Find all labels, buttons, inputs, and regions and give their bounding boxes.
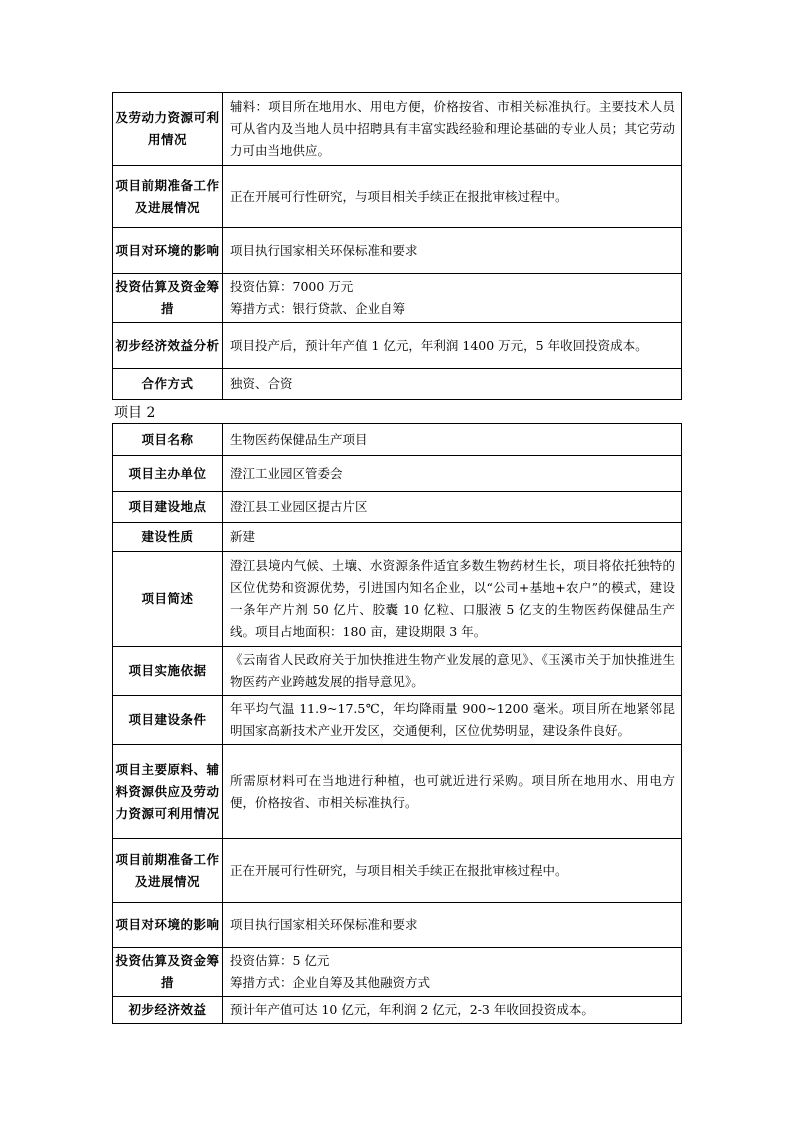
row-value-raw-materials: 所需原材料可在当地进行种植，也可就近进行采购。项目所在地用水、用电方便，价格按省、市相关标准执行。	[223, 745, 682, 839]
row-label-economic-benefit: 初步经济效益	[113, 997, 223, 1024]
row-label-project-name: 项目名称	[113, 424, 223, 456]
row-value-preparation-progress: 正在开展可行性研究，与项目相关手续正在报批审核过程中。	[223, 166, 682, 228]
row-value-environment-impact: 项目执行国家相关环保标准和要求	[223, 228, 682, 274]
table-row	[113, 523, 682, 552]
table-row	[113, 424, 682, 456]
row-label-project-location: 项目建设地点	[113, 492, 223, 523]
investment-estimate: 投资估算：7000 万元	[230, 279, 354, 294]
row-label-host-organization: 项目主办单位	[113, 456, 223, 492]
row-label-environment-impact: 项目对环境的影响	[113, 903, 223, 948]
table-row	[113, 323, 682, 369]
row-value-construction-conditions: 年平均气温 11.9~17.5℃，年均降雨量 900~1200 毫米。项目所在地紧邻昆明国家高新技术产业开发区，交通便利，区位优势明显，建设条件良好。	[223, 696, 682, 745]
row-label-investment-funding: 投资估算及资金筹措	[113, 948, 223, 997]
table-row	[113, 274, 682, 323]
section-title-project-2: 项目 2	[114, 405, 156, 421]
row-label-labor-resources: 及劳动力资源可利用情况	[113, 93, 223, 166]
row-value-host-organization: 澄江工业园区管委会	[223, 456, 682, 492]
table-row	[113, 948, 682, 997]
row-label-construction-type: 建设性质	[113, 523, 223, 552]
row-value-project-name: 生物医药保健品生产项目	[223, 424, 682, 456]
row-value-labor-resources: 辅料：项目所在地用水、用电方便，价格按省、市相关标准执行。主要技术人员可从省内及当地人员中招聘具有丰富实践经验和理论基础的专业人员；其它劳动力可由当地供应。	[223, 93, 682, 166]
row-label-project-summary: 项目简述	[113, 552, 223, 647]
row-value-cooperation-mode: 独资、合资	[223, 369, 682, 400]
row-value-investment-funding	[223, 274, 682, 323]
table-row	[113, 93, 682, 166]
table-row	[113, 228, 682, 274]
row-label-preparation-progress: 项目前期准备工作及进展情况	[113, 166, 223, 228]
row-value-project-summary: 澄江县境内气候、土壤、水资源条件适宜多数生物药材生长，项目将依托独特的区位优势和资源优势，引进国内知名企业，以“公司+基地+农户”的模式，建设一条年产片剂 50 亿片、胶囊 10 亿粒、口服液 5 亿支的生物医药保健品生产线。项目占地面积：180 亩，建设期限 3 年。	[223, 552, 682, 647]
table-row	[113, 166, 682, 228]
row-value-construction-type: 新建	[223, 523, 682, 552]
row-value-implementation-basis: 《云南省人民政府关于加快推进生物产业发展的意见》、《玉溪市关于加快推进生物医药产业跨越发展的指导意见》。	[223, 647, 682, 696]
table-row	[113, 839, 682, 903]
row-value-economic-benefit: 预计年产值可达 10 亿元，年利润 2 亿元，2-3 年收回投资成本。	[223, 997, 682, 1024]
table-row	[113, 369, 682, 400]
row-label-economic-benefit: 初步经济效益分析	[113, 323, 223, 369]
row-label-environment-impact: 项目对环境的影响	[113, 228, 223, 274]
table-row	[113, 745, 682, 839]
row-value-environment-impact: 项目执行国家相关环保标准和要求	[223, 903, 682, 948]
table-row	[113, 456, 682, 492]
row-label-investment-funding: 投资估算及资金筹措	[113, 274, 223, 323]
row-value-economic-benefit: 项目投产后，预计年产值 1 亿元，年利润 1400 万元，5 年收回投资成本。	[223, 323, 682, 369]
funding-method: 筹措方式：银行贷款、企业自筹	[230, 301, 406, 316]
row-label-raw-materials: 项目主要原料、辅料资源供应及劳动力资源可利用情况	[113, 745, 223, 839]
row-label-implementation-basis: 项目实施依据	[113, 647, 223, 696]
project-1-table	[112, 92, 682, 400]
row-label-preparation-progress: 项目前期准备工作及进展情况	[113, 839, 223, 903]
funding-method: 筹措方式：企业自筹及其他融资方式	[230, 975, 431, 990]
table-row	[113, 903, 682, 948]
investment-estimate: 投资估算：5 亿元	[230, 953, 330, 968]
table-row	[113, 696, 682, 745]
row-label-construction-conditions: 项目建设条件	[113, 696, 223, 745]
table-row	[113, 492, 682, 523]
row-label-cooperation-mode: 合作方式	[113, 369, 223, 400]
row-value-investment-funding	[223, 948, 682, 997]
row-value-preparation-progress: 正在开展可行性研究，与项目相关手续正在报批审核过程中。	[223, 839, 682, 903]
table-row	[113, 647, 682, 696]
project-2-table	[112, 423, 682, 1024]
table-row	[113, 552, 682, 647]
table-row	[113, 997, 682, 1024]
row-value-project-location: 澄江县工业园区提古片区	[223, 492, 682, 523]
